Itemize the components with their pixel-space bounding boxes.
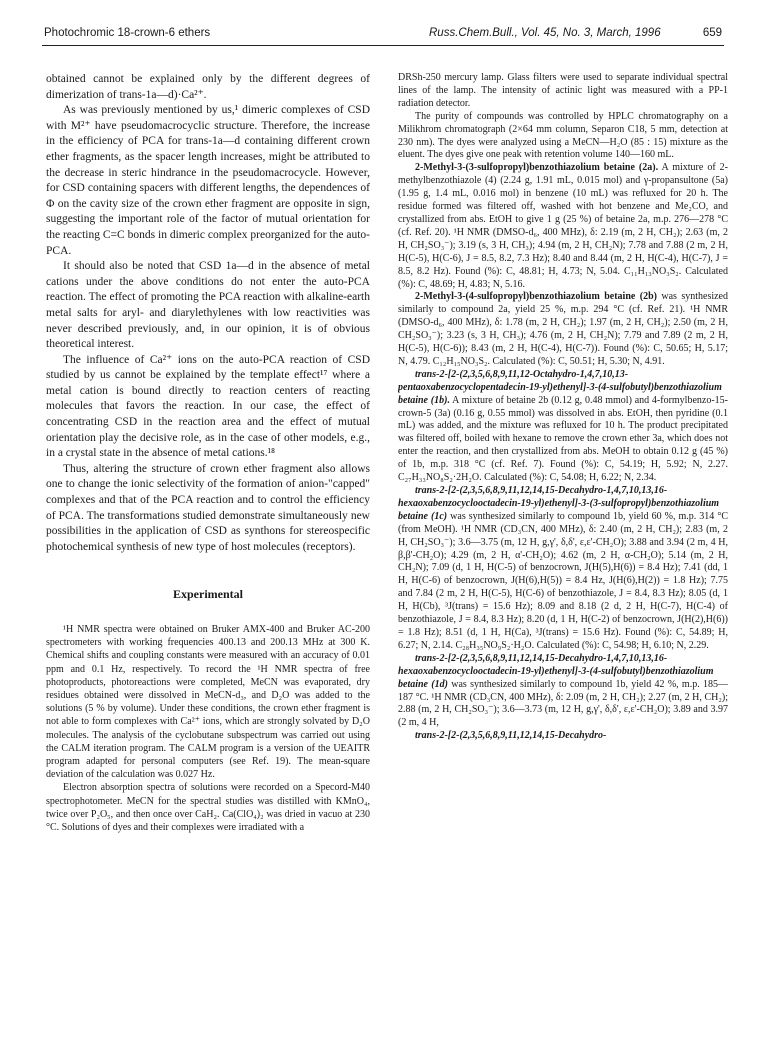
paragraph-body: A mixture of betaine 2b (0.12 g, 0.48 mmol) and 4-formylbenzo-15-crown-5 (3a) (0.16 g, 0.55 mmol) was dissolved in abs. EtOH, then pyridine (0.1 mL) was added, and the mixture was refluxed for 10 h. The product precipitated was filtered off, boiled with hexane to remove the crown ether 3a, which does not enter the reaction, and then crystallized from abs. MeOH to obtain 0.12 g (45 %) of 1b, m.p. 318 °C (cf. Ref. 7). Found (%): C, 54.19; H, 5.92; N, 2.27. C₂₇H₃₃NO₈S₂·2H₂O. Calculated (%): C, 54.08; H, 6.22; N, 2.34. [398, 394, 728, 484]
body-paragraph: It should also be noted that CSD 1a—d in the absence of metal cations under the above conditions do not enter the auto-PCA reaction. The effect of promoting the PCA reaction with alkaline-earth metal salts for aryl- and diarylethylenes with low reactivities was never described previously, and, in our opinion, it is of obvious theoretical interest. [46, 260, 370, 351]
paragraph-body: The purity of compounds was controlled by HPLC chromatography on a Milikhrom chromatograph (2×64 mm column, Separon C18, 5 mm, detection at 230 nm). The dyes were analyzed using a MeCN—H₂O (85 : 15) mixture as the eluent. The dyes give one peak with retention volume 140—160 mL. [398, 110, 728, 161]
compound-name: trans-2-[2-(2,3,5,6,8,9,11,12,14,15-Decahydro-1,4,7,10,13,16-hexaoxabenzocyclooctadecin-19-yl)ethenyl]-3-(4-sulfobutyl)benzothiazolium betaine (1d) [398, 652, 714, 690]
compound-name: trans-2-[2-(2,3,5,6,8,9,11,12,14,15-Decahydro- [415, 730, 607, 742]
body-paragraph: obtained cannot be explained only by the different degrees of dimerization of trans-1a—d)·Ca²⁺. [46, 73, 370, 101]
paragraph-body: DRSh-250 mercury lamp. Glass filters were used to separate individual spectral lines of the lamp. The intensity of actinic light was measured with a PP-1 radiation detector. [398, 72, 728, 109]
paragraph-body: was synthesized similarly to compound 1b, yield 60 %, m.p. 314 °C (from MeOH). ¹H NMR (CD₃CN, 400 MHz), δ: 2.40 (m, 2 H, CH₂); 2.83 (m, 2 H, CH₂SO₃⁻); 3.6—3.75 (m, 12 H, g,γ', δ,δ', ε,ε'-CH₂O); 3.88 and 3.94 (2 m, 4 H, β,β'-CH₂O); 4.29 (m, 2 H, α'-CH₂O); 4.62 (m, 2 H, α-CH₂O); 5.14 (m, 2 H, CH₂N); 7.09 (d, 1 H, H(C-5) of benzocrown, J(H(5),H(6)) = 8.4 Hz); 7.41 (dd, 1 H, H(C-6) of benzocrown, J(H(6),H(5)) = 8.4 Hz, J(H(6),H(2)) = 1.8 Hz); 7.75 and 7.84 (2 m, 2 H, H(C-5), H(C-6) of benzothiazole, J = 8.4, 8.3 Hz); 8.05 (d, 1 H, H(Cb), ³J(trans) = 15.6 Hz); 8.09 and 8.18 (2 d, 2 H, H(C-7), H(C-4) of benzothiazole, J = 8.4, 8.3 Hz); 8.20 (d, 1 H, H(C-2) of benzocrown, J(H(2),H(6)) = 1.8 Hz); 8.51 (d, 1 H, H(Ca), ³J(trans) = 15.6 Hz). Found (%): C, 54.89; H, 6.27; N, 2.14. C₂₈H₃₅NO₉S₂·H₂O. Calculated (%): C, 54.98; H, 6.10; N, 2.29. [398, 510, 728, 651]
compound-paragraph [398, 730, 728, 743]
compound-paragraph [398, 369, 728, 485]
compound-paragraph [398, 162, 728, 291]
compound-paragraph [398, 653, 728, 730]
paragraph-body: was synthesized similarly to compound 2a, yield 25 %, m.p. 294 °C (cf. Ref. 21). ¹H NMR (DMSO-d₆, 400 MHz), δ: 1.78 (m, 2 H, CH₂); 1.97 (m, 2 H, CH₂); 2.50 (m, 2 H, CH₂SO₃⁻); 3.23 (s, 3 H, CH₃); 4.76 (m, 2 H, CH₂N); 7.79 and 7.89 (2 m, 2 H, H(C-5), H(C-6)); 8.43 (m, 2 H, H(C-4), H(C-7)). Found (%): C, 50.65; H, 5.17; N, 4.79. C₁₂H₁₅NO₃S₂. Calculated (%): C, 50.51; H, 5.30; N, 4.91. [398, 291, 728, 367]
experimental-paragraph [398, 72, 728, 111]
header-rule [42, 45, 724, 46]
compound-name: trans-2-[2-(2,3,5,6,8,9,11,12-Octahydro-1,4,7,10,13-pentaoxabenzocyclopentadecin-19-yl)ethenyl]-3-(4-sulfobutyl)benzothiazolium betaine (1b). [398, 368, 722, 406]
compound-name: trans-2-[2-(2,3,5,6,8,9,11,12,14,15-Decahydro-1,4,7,10,13,16-hexaoxabenzocyclooctadecin-19-yl)ethenyl]-3-(3-sulfopropyl)benzothiazolium betaine (1c) [398, 485, 720, 522]
running-head-title: Photochromic 18-crown-6 ethers [44, 27, 211, 39]
left-column [46, 72, 370, 1012]
running-head [44, 27, 722, 45]
paragraph-body: A mixture of 2-methylbenzothiazole (4) (2.24 g, 1.91 mL, 0.015 mol) and γ-propansultone (5a) (1.95 g, 1.4 mL, 0.016 mol) in benzene (10 mL) was refluxed for 20 h. The residue formed was filtered off, washed with hot benzene and Me₂CO, and crystallized from abs. EtOH to give 1 g (25 %) of betaine 2a, m.p. 276—278 °C (cf. Ref. 20). ¹H NMR (DMSO-d₆, 400 MHz), δ: 2.19 (m, 2 H, CH₂); 2.63 (m, 2 H, CH₂SO₃⁻); 3.19 (s, 3 H, CH₃); 4.94 (m, 2 H, CH₂N); 7.78 and 7.88 (2 m, 2 H, H(C-5), H(C-6), J = 8.5, 8.2, 7.3 Hz); 8.40 and 8.44 (m, 2 H, H(C-4), H(C-7), J = 8.5, 8.2 Hz). Found (%): C, 48.81; H, 4.73; N, 5.04. C₁₁H₁₃NO₃S₂. Calculated (%): C, 48.69; H, 4.83; N, 5.16. [398, 162, 728, 290]
paragraph-body: was synthesized similarly to compound 1b, yield 42 %, m.p. 185—187 °C. ¹H NMR (CD₃CN, 400 MHz), δ: 2.09 (m, 2 H, CH₂); 2.27 (m, 2 H, CH₂); 2.88 (m, 2 H, CH₂SO₃⁻); 3.6—3.73 (m, 12 H, g,γ', δ,δ', ε,ε'-CH₂O); 3.89 and 3.97 (2 m, 4 H, [398, 678, 728, 729]
compound-paragraph [398, 291, 728, 368]
compound-name: 2-Methyl-3-(4-sulfopropyl)benzothiazolium betaine (2b) [415, 291, 657, 303]
body-paragraph: As was previously mentioned by us,¹ dimeric complexes of CSD with M²⁺ have pseudomacrocyclic structure. Therefore, the increase in the efficiency of PCA for trans-1a—d containing different crown ether fragments, as the spacer length increases, might be attributed to the decrease in steric hindrance in the pseudomacrocycle. However, for CSD containing spacers with different lengths, the dependences of Φ on the cavity size of the crown ether fragment are opposite in sign, suggesting the important role of the factor of mutual orientation for the reacting C=C bonds in dimeric complex preorganized for the auto-PCA. [46, 104, 370, 257]
experimental-paragraph: ¹H NMR spectra were obtained on Bruker AMX-400 and Bruker AC-200 spectrometers with working frequencies 400.13 and 200.13 MHz at 300 K. Chemical shifts and coupling constants were measured with an accuracy of 0.01 ppm and 0.1 Hz, respectively. To record the ¹H NMR spectra of free photoproducts, photoreactions were completed, MeCN was evaporated, dry residues obtained were dissolved in MeCN-d₃, and D₂O was added to the solutions (5 % by volume). Under these conditions, the crown ether fragment is not able to form complexes with Ca²⁺ ions, which are strongly solvated by D₂O molecules. The analysis of the cyclobutane subspectrum was carried out using the CALM iteration program. The CALM program is a version of the UEAITR program adapted for personal computers (see Ref. 19). The mean-square deviation of the calculation was 0.027 Hz. [46, 624, 370, 781]
experimental-paragraph [398, 111, 728, 163]
compound-name: 2-Methyl-3-(3-sulfopropyl)benzothiazolium betaine (2a). [415, 162, 659, 174]
section-heading: Experimental [173, 587, 243, 602]
right-column [398, 72, 728, 1012]
compound-paragraph [398, 485, 728, 653]
journal-citation: Russ.Chem.Bull., Vol. 45, No. 3, March, 1996 [429, 27, 661, 39]
page-number: 659 [702, 27, 722, 39]
body-paragraph: Thus, altering the structure of crown ether fragment also allows one to change the ionic selectivity of the formation of anion-"capped" complexes and that of the PCA reaction and to control the efficiency of PCA. The transformations studied demonstrate simultaneously new possibilities in the application of CSD as synthons for stereospecific photochemical synthesis of new type of host molecules (receptors). [46, 462, 370, 553]
body-paragraph: The influence of Ca²⁺ ions on the auto-PCA reaction of CSD studied by us cannot be explained by the template effect¹⁷ where a metal cation is bound directly to reaction centers of reacting molecules that favors the reaction. In our case, the effect of concentrating CSD in the reaction area and the effect of mutual orientation play the decisive role, as in the case of other models, e.g., in a crystal state in the absence of metal cations.¹⁸ [46, 353, 370, 460]
experimental-paragraph: Electron absorption spectra of solutions were recorded on a Specord-M40 spectrophotometer. MeCN for the spectral studies was distilled with KMnO₄, twice over P₂O₅, and then once over CaH₂. Ca(ClO₄)₂ was dried in vacuo at 230 °C. Solutions of dyes and their complexes were irradiated with a [46, 782, 370, 834]
